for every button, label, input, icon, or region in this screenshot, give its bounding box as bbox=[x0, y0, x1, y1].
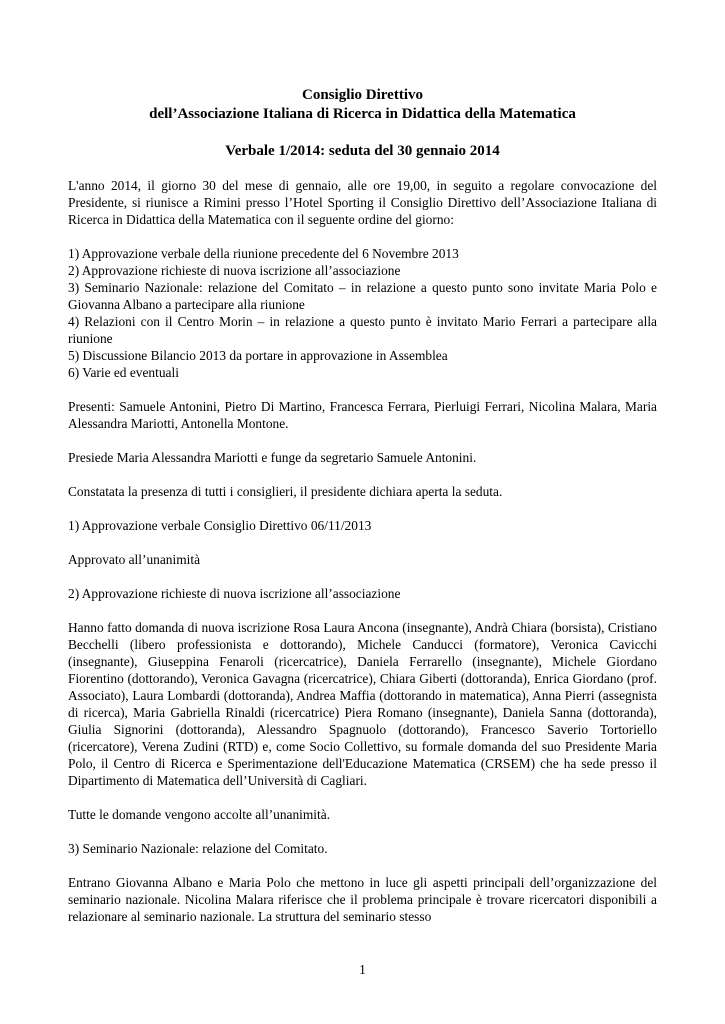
opening-paragraph: Constatata la presenza di tutti i consiglieri, il presidente dichiara aperta la seduta. bbox=[68, 484, 503, 499]
intro-paragraph: L'anno 2014, il giorno 30 del mese di gennaio, alle ore 19,00, in seguito a regolare convocazione del Presidente, si riunisce a Rimini presso l’Hotel Sporting il Consiglio Direttivo dell’Associazione Italiana di Ricerca in Didattica della Matematica con il seguente ordine del giorno: bbox=[68, 178, 657, 227]
section-heading-2: 2) Approvazione richieste di nuova iscrizione all’associazione bbox=[68, 586, 401, 601]
acceptance-paragraph: Tutte le domande vengono accolte all’unanimità. bbox=[68, 807, 331, 822]
document-body bbox=[68, 86, 657, 942]
attendees-paragraph: Presenti: Samuele Antonini, Pietro Di Martino, Francesca Ferrara, Pierluigi Ferrari, Nicolina Malara, Maria Alessandra Mariotti, Antonella Montone. bbox=[68, 399, 657, 431]
membership-paragraph: Hanno fatto domanda di nuova iscrizione Rosa Laura Ancona (insegnante), Andrà Chiara (borsista), Cristiano Becchelli (libero professionista e dottorando), Michele Canducci (formatore), Veronica Cavicchi (insegnante), Giuseppina Fenaroli (ricercatrice), Daniela Ferrarello (insegnante), Michele Giordano Fiorentino (dottorando), Veronica Gavagna (ricercatrice), Chiara Giberti (dottoranda), Enrica Giordano (prof. Associato), Laura Lombardi (dottoranda), Andrea Maffia (dottorando in matematica), Anna Pierri (assegnista di ricerca), Maria Gabriella Rinaldi (ricercatrice) Piera Romano (insegnante), Daniela Sanna (dottoranda), Giulia Signorini (dottoranda), Alessandro Spagnuolo (dottorando), Francesco Saverio Tortoriello (ricercatore), Verena Zudini (RTD) e, come Socio Collettivo, su formale domanda del suo Presidente Maria Polo, il Centro di Ricerca e Sperimentazione dell'Educazione Matematica (CRSEM) che ha sede presso il Dipartimento di Matematica dell’Università di Cagliari. bbox=[68, 620, 657, 788]
agenda-item: 2) Approvazione richieste di nuova iscrizione all’associazione bbox=[68, 263, 401, 278]
seminar-paragraph: Entrano Giovanna Albano e Maria Polo che mettono in luce gli aspetti principali dell’organizzazione del seminario nazionale. Nicolina Malara riferisce che il problema principale è trovare ricercatori disponibili a relazionare al seminario nazionale. La struttura del seminario stesso bbox=[68, 875, 657, 924]
title-line-2: dell’Associazione Italiana di Ricerca in Didattica della Matematica bbox=[149, 106, 576, 122]
chair-paragraph: Presiede Maria Alessandra Mariotti e funge da segretario Samuele Antonini. bbox=[68, 450, 477, 465]
agenda-item: 3) Seminario Nazionale: relazione del Comitato – in relazione a questo punto sono invitate Maria Polo e Giovanna Albano a partecipare alla riunione bbox=[68, 280, 657, 312]
agenda-item: 1) Approvazione verbale della riunione precedente del 6 Novembre 2013 bbox=[68, 246, 459, 261]
section-heading-3: 3) Seminario Nazionale: relazione del Comitato. bbox=[68, 841, 328, 856]
document-header bbox=[68, 86, 657, 161]
agenda-item: 5) Discussione Bilancio 2013 da portare in approvazione in Assemblea bbox=[68, 348, 448, 363]
agenda-list bbox=[68, 245, 657, 381]
minutes-subtitle: Verbale 1/2014: seduta del 30 gennaio 2014 bbox=[225, 143, 500, 159]
page-number: 1 bbox=[359, 962, 366, 977]
section-heading-1: 1) Approvazione verbale Consiglio Direttivo 06/11/2013 bbox=[68, 518, 372, 533]
agenda-item: 4) Relazioni con il Centro Morin – in relazione a questo punto è invitato Mario Ferrari a partecipare alla riunione bbox=[68, 314, 657, 346]
agenda-item: 6) Varie ed eventuali bbox=[68, 365, 179, 380]
approval-paragraph: Approvato all’unanimità bbox=[68, 552, 201, 567]
title-line-1: Consiglio Direttivo bbox=[302, 87, 423, 103]
